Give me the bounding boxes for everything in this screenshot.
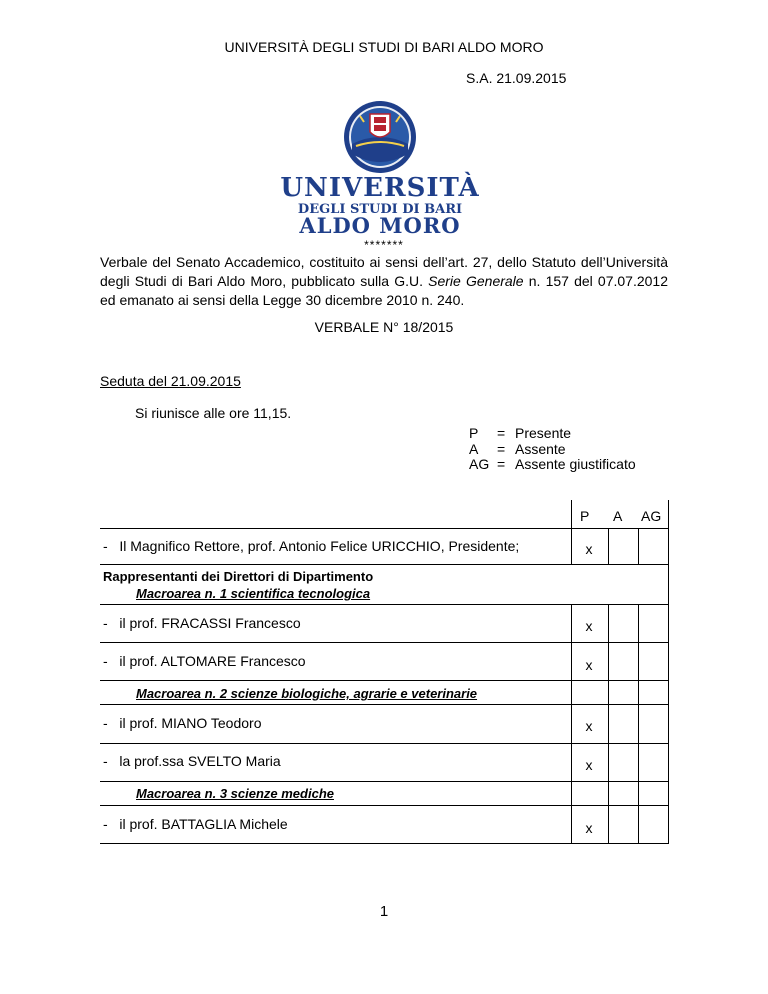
verbale-number: VERBALE N° 18/2015	[314, 319, 454, 335]
logo-line3: ALDO MORO	[299, 213, 461, 238]
table-col-rule	[571, 500, 572, 564]
row-dash: -	[103, 653, 108, 669]
attendance-mark: x	[585, 657, 593, 673]
row-dash: -	[103, 615, 108, 631]
page-number: 1	[379, 903, 389, 920]
table-row	[103, 715, 261, 731]
legend-eq: =	[497, 440, 506, 457]
table-rule	[100, 781, 669, 782]
intro-part2: n. 157 del 07.07.2012 ed emanato ai sensi della Legge 30 dicembre 2010 n. 240.	[100, 273, 668, 308]
macroarea-title: Macroarea n. 2 scienze biologiche, agrarie e veterinarie	[136, 686, 478, 701]
document-header-title: UNIVERSITÀ DEGLI STUDI DI BARI ALDO MORO	[224, 39, 544, 55]
row-dash: -	[103, 715, 108, 731]
group-title: Rappresentanti dei Direttori di Dipartimento	[103, 569, 374, 584]
legend-row	[469, 426, 636, 442]
legend-text: Presente	[515, 425, 572, 441]
row-name: Il Magnifico Rettore, prof. Antonio Felice URICCHIO, Presidente;	[119, 538, 520, 554]
logo-line1: UNIVERSITÀ	[280, 173, 480, 203]
logo-line2: DEGLI STUDI DI BARI	[297, 202, 463, 217]
table-row	[103, 816, 288, 832]
university-logo	[280, 100, 480, 238]
legend-row	[469, 457, 636, 473]
header-a: A	[613, 508, 623, 524]
table-col-rule	[571, 604, 572, 843]
row-name: il prof. ALTOMARE Francesco	[119, 653, 306, 669]
table-rule	[100, 604, 669, 605]
table-rule	[100, 642, 669, 643]
table-row	[103, 753, 281, 769]
macroarea-title: Macroarea n. 3 scienze mediche	[136, 786, 334, 801]
row-name: il prof. FRACASSI Francesco	[119, 615, 301, 631]
attendance-mark: x	[585, 718, 593, 734]
row-name: il prof. MIANO Teodoro	[119, 715, 262, 731]
table-rule	[100, 564, 669, 565]
intro-italic: Serie Generale	[428, 273, 524, 289]
university-seal-icon	[280, 100, 480, 238]
separator-stars: *******	[364, 238, 404, 252]
table-row	[103, 615, 301, 631]
header-ag: AG	[641, 508, 662, 524]
table-col-rule	[638, 528, 639, 564]
table-col-rule	[668, 500, 669, 604]
attendance-table	[100, 500, 669, 846]
header-p: P	[580, 508, 590, 524]
table-rule	[100, 680, 669, 681]
attendance-mark: x	[585, 618, 593, 634]
attendance-mark: x	[585, 757, 593, 773]
legend-eq: =	[497, 425, 506, 441]
legend-code: P	[469, 425, 479, 441]
start-time: Si riunisce alle ore 11,15.	[135, 405, 292, 421]
table-rule	[100, 704, 669, 705]
row-dash: -	[103, 538, 108, 554]
row-dash: -	[103, 816, 108, 832]
table-row	[103, 653, 306, 669]
table-col-rule	[668, 604, 669, 843]
row-name: la prof.ssa SVELTO Maria	[119, 753, 281, 769]
table-rule	[100, 528, 669, 529]
row-name: il prof. BATTAGLIA Michele	[119, 816, 288, 832]
legend-eq: =	[497, 456, 506, 472]
row-dash: -	[103, 753, 108, 769]
legend-code: AG	[469, 456, 490, 472]
legend-code: A	[469, 440, 479, 457]
table-rule	[100, 805, 669, 806]
intro-part1: Verbale del Senato Accademico, costituito ai sensi dell’art. 27, dello Statuto dell’Università degli Studi di Bari Aldo Moro, pubblicato sulla G.U.	[100, 254, 668, 289]
legend-text: Assente	[515, 440, 566, 457]
table-col-rule	[608, 604, 609, 843]
attendance-mark: x	[585, 820, 593, 836]
intro-paragraph	[100, 253, 668, 310]
attendance-legend	[469, 426, 636, 473]
table-rule	[100, 743, 669, 744]
macroarea-title: Macroarea n. 1 scientifica tecnologica	[136, 586, 371, 601]
seduta-date: Seduta del 21.09.2015	[100, 373, 241, 389]
table-col-rule	[638, 604, 639, 843]
table-rule	[100, 843, 669, 844]
table-row	[103, 538, 519, 554]
attendance-mark: x	[585, 541, 593, 557]
table-col-rule	[608, 528, 609, 564]
legend-row	[469, 442, 636, 458]
session-code: S.A. 21.09.2015	[466, 70, 567, 86]
legend-text: Assente giustificato	[515, 456, 636, 472]
